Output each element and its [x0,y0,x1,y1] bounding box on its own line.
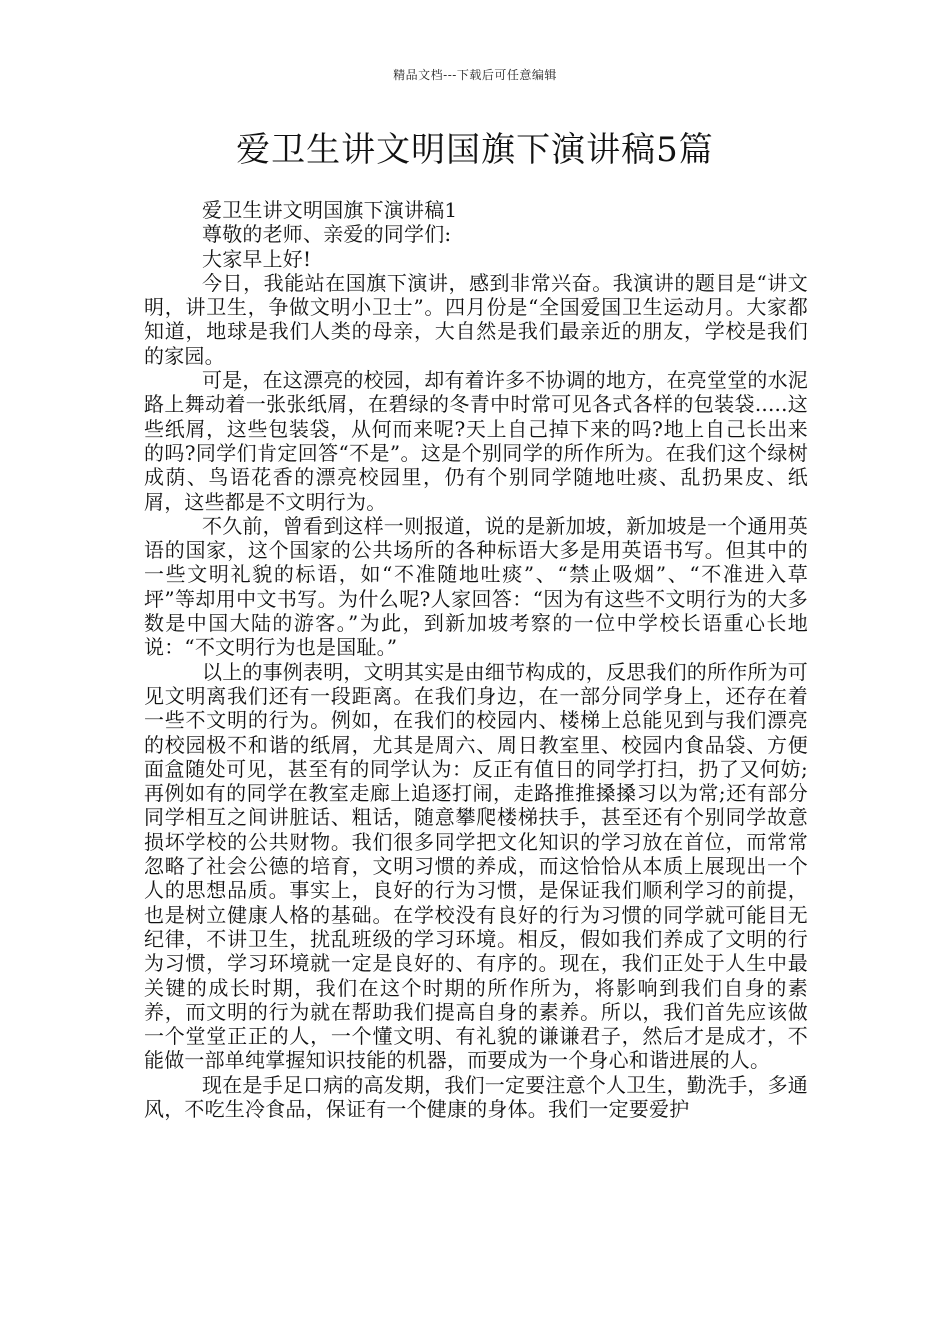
greeting: 大家早上好! [202,246,312,271]
section-title: 爱卫生讲文明国旗下演讲稿1 [202,198,458,222]
paragraph-5: 现在是手足口病的高发期，我们一定要注意个人卫生，勤洗手，多通风，不吃生冷食品，保证有一个健康的身体。我们一定要爱护 [144,1072,808,1121]
document-title: 爱卫生讲文明国旗下演讲稿5篇 [236,130,714,170]
paragraph-4: 以上的事例表明，文明其实是由细节构成的，反思我们的所作所为可见文明离我们还有一段距离。在我们身边，在一部分同学身上，还存在着一些不文明的行为。例如，在我们的校园内、楼梯上总能见到与我们漂亮的校园极不和谐的纸屑，尤其是周六、周日教室里、校园内食品袋、方便面盒随处可见，甚至有的同学认为：反正有值日的同学打扫，扔了又何妨;再例如有的同学在教室走廊上追逐打闹，走路推推搡搡习以为常;还有部分同学相互之间讲脏话、粗话，随意攀爬楼梯扶手，甚至还有个别同学故意损坏学校的公共财物。我们很多同学把文化知识的学习放在首位，而常常忽略了社会公德的培育，文明习惯的养成，而这恰恰从本质上展现出一个人的思想品质。事实上，良好的行为习惯，是保证我们顺利学习的前提，也是树立健康人格的基础。在学校没有良好的行为习惯的同学就可能目无纪律，不讲卫生，扰乱班级的学习环境。相反，假如我们养成了文明的行为习惯，学习环境就一定是良好的、有序的。现在，我们正处于人生中最关键的成长时期，我们在这个时期的所作所为，将影响到我们自身的素养，而文明的行为就在帮助我们提高自身的素养。所以，我们首先应该做一个堂堂正正的人，一个懂文明、有礼貌的谦谦君子，然后才是成才，不能做一部单纯掌握知识技能的机器，而要成为一个身心和谐进展的人。 [144,659,808,1073]
paragraph-3: 不久前，曾看到这样一则报道，说的是新加坡，新加坡是一个通用英语的国家，这个国家的公共场所的各种标语大多是用英语书写。但其中的一些文明礼貌的标语，如“不准随地吐痰”、“禁止吸烟”、“不准进入草坪”等却用中文书写。为什么呢?人家回答：“因为有这些不文明行为的大多数是中国大陆的游客。”为此，到新加坡考察的一位中学校长语重心长地说：“不文明行为也是国耻。” [144,513,808,660]
paragraph-1: 今日，我能站在国旗下演讲，感到非常兴奋。我演讲的题目是“讲文明，讲卫生，争做文明小卫士”。四月份是“全国爱国卫生运动月。大家都知道，地球是我们人类的母亲，大自然是我们最亲近的朋友，学校是我们的家园。 [144,270,808,368]
salutation: 尊敬的老师、亲爱的同学们: [202,222,452,247]
header-note: 精品文档---下载后可任意编辑 [393,68,557,82]
paragraph-2: 可是，在这漂亮的校园，却有着许多不协调的地方，在亮堂堂的水泥路上舞动着一张张纸屑，在碧绿的冬青中时常可见各式各样的包装袋.....这些纸屑，这些包装袋，从何而来呢?天上自己掉下来的吗?地上自己长出来的吗?同学们肯定回答“不是”。这是个别同学的所作所为。在我们这个绿树成荫、鸟语花香的漂亮校园里，仍有个别同学随地吐痰、乱扔果皮、纸屑，这些都是不文明行为。 [144,368,808,514]
document-body [144,198,808,1121]
